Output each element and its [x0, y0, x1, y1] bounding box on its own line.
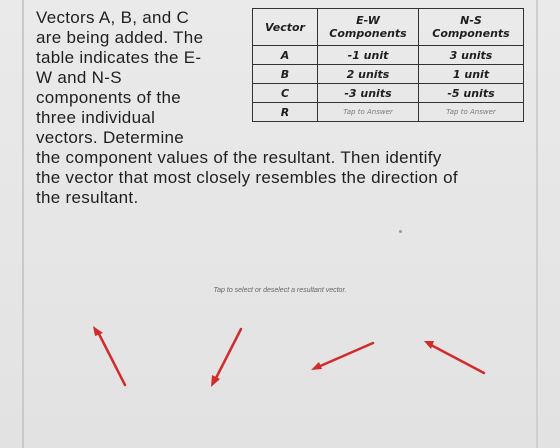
question-line: W and N-S: [36, 68, 122, 87]
cell-ew: 2 units: [318, 65, 419, 84]
components-table: [252, 8, 524, 122]
question-line: the resultant.: [36, 188, 139, 207]
arrow-northwest-shallow-icon: [420, 336, 490, 378]
cell-ew: -3 units: [318, 84, 419, 103]
choice-arrow-southwest-steep[interactable]: [205, 325, 249, 391]
question-line: Vectors A, B, and C: [36, 8, 190, 27]
cell-ew: -1 unit: [318, 46, 419, 65]
cell-vector: C: [253, 84, 318, 103]
header-ew-components: E-W Components: [318, 9, 419, 46]
cell-ns: 3 units: [419, 46, 524, 65]
arrow-northwest-icon: [88, 322, 132, 392]
question-line: three individual: [36, 108, 156, 127]
resultant-ns-answer[interactable]: Tap to Answer: [419, 103, 524, 122]
question-line: components of the: [36, 88, 181, 107]
question-line: the vector that most closely resembles the direction of: [36, 168, 458, 187]
cell-vector: B: [253, 65, 318, 84]
choice-arrow-northwest[interactable]: [88, 322, 132, 392]
question-line: table indicates the E-: [36, 48, 202, 67]
table-row: [253, 65, 524, 84]
cell-ns: -5 units: [419, 84, 524, 103]
cell-vector: R: [253, 103, 318, 122]
arrow-southwest-shallow-icon: [308, 338, 378, 374]
choice-arrow-southwest-shallow[interactable]: [308, 338, 378, 374]
question-line: vectors. Determine: [36, 128, 185, 147]
header-ns-components: N-S Components: [419, 9, 524, 46]
table-header-row: [253, 9, 524, 46]
cell-ns: 1 unit: [419, 65, 524, 84]
table-row-resultant: [253, 103, 524, 122]
table-row: [253, 84, 524, 103]
cell-vector: A: [253, 46, 318, 65]
choice-arrow-northwest-shallow[interactable]: [420, 336, 490, 378]
left-margin-line: [22, 0, 24, 448]
resultant-ew-answer[interactable]: Tap to Answer: [318, 103, 419, 122]
stray-mark: [399, 230, 402, 233]
question-line: are being added. The: [36, 28, 204, 47]
instruction-hint: Tap to select or deselect a resultant vector.: [213, 287, 347, 294]
header-vector: Vector: [253, 9, 318, 46]
table-row: [253, 46, 524, 65]
arrow-southwest-steep-icon: [205, 325, 249, 391]
question-line: the component values of the resultant. Then identify: [36, 148, 442, 167]
